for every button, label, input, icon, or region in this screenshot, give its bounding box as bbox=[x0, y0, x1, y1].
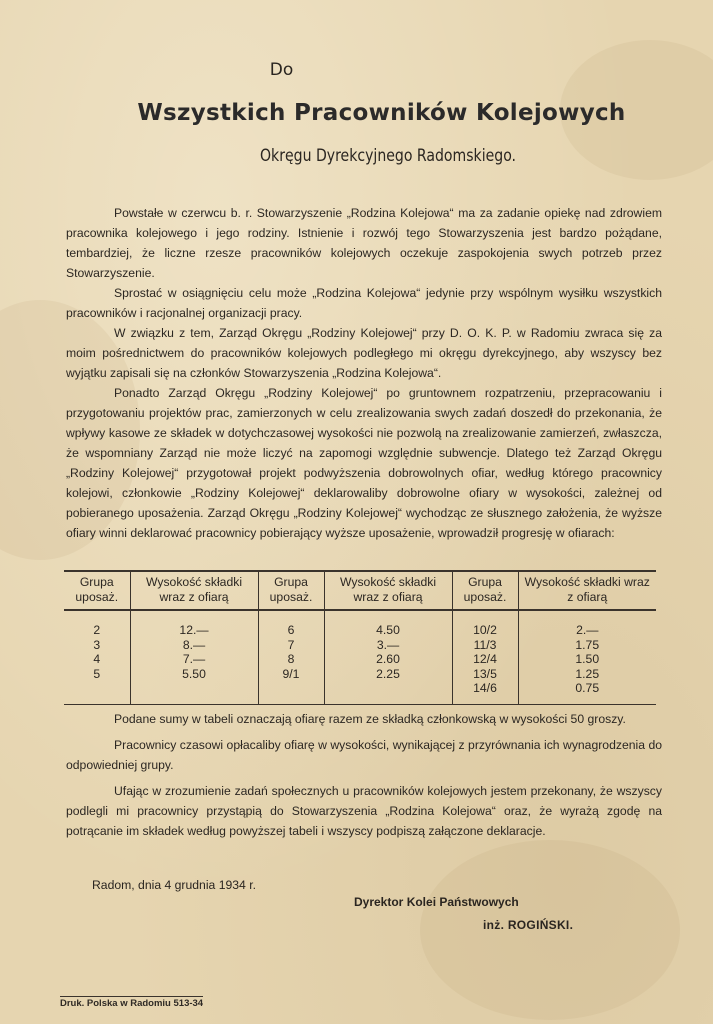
table-cell: 5 bbox=[64, 667, 130, 682]
table-cell: 5.50 bbox=[130, 667, 258, 682]
table-cell: 2.— bbox=[576, 623, 599, 637]
paragraph: Podane sumy w tabeli oznaczają ofiarę razem ze składką członkowską w wysokości 50 groszy. bbox=[114, 712, 626, 726]
paragraph: Powstałe w czerwcu b. r. Stowarzyszenie „Rodzina Kolejowa“ ma za zadanie opiekę nad zdrowiem pracownika kolejowego i jego rodziny. Istnienie i rozwój tego Stowarzyszenia jest bardzo pożądane, tembardziej, że liczne rzesze pracowników kolejowych oczekuje zaspokojenia swych potrzeb przez Stowarzyszenie. bbox=[66, 206, 662, 280]
column-header: Wysokość składki wraz z ofiarą bbox=[518, 571, 656, 610]
table-row bbox=[64, 681, 656, 704]
table-row bbox=[64, 638, 656, 653]
paragraph: Ufając w zrozumienie zadań społecznych u pracowników kolejowych jestem przekonany, że wszyscy podlegli mi pracownicy przystąpią do Stowarzyszenia „Rodzina Kolejowa“ oraz, że wyrażą zgodę na potrącanie im składek według powyższej tabeli i wszyscy podpiszą załączone deklaracje. bbox=[66, 784, 662, 838]
letter-body bbox=[66, 203, 662, 543]
table-cell: 8 bbox=[258, 652, 324, 667]
signer-name: inż. ROGIŃSKI. bbox=[483, 918, 574, 932]
table-cell: 1.25 bbox=[575, 666, 600, 681]
column-header: Grupa uposaż. bbox=[452, 571, 518, 610]
table-cell: 14/6 bbox=[452, 681, 518, 704]
table-row bbox=[64, 667, 656, 682]
table-cell: 2 bbox=[64, 610, 130, 638]
paragraph: Sprostać w osiągnięciu celu może „Rodzina Kolejowa“ jedynie przy wspólnym wysiłku wszystkich pracowników i racjonalnej organizacji pracy. bbox=[66, 286, 662, 320]
table-cell: 6 bbox=[258, 610, 324, 638]
table-cell: 12/4 bbox=[452, 652, 518, 667]
paragraph: Ponadto Zarząd Okręgu „Rodziny Kolejowej“ po gruntownem rozpatrzeniu, przepracowaniu i przygotowaniu projektów prac, zamierzonych w celu zrealizowania swych zadań doszedł do przekonania, że wpływy kasowe ze składek w dotychczasowej wysokości nie pozwolą na zrealizowanie zamierzeń, zwłaszcza, że wspomniany Zarząd nie może liczyć na zapomogi względnie subwencje. Dlatego też Zarząd Okręgu „Rodziny Kolejowej“ przygotował projekt podwyższenia dobrowolnych ofiar, według którego pracownicy kolejowi, członkowie „Rodziny Kolejowej“ deklarowaliby dobrowolne ofiary w wysokości, zależnej od pobieranego uposażenia. Zarząd Okręgu „Rodziny Kolejowej“ wychodząc ze słusznego założenia, że wyższe ofiary winni deklarować pracownicy pobierający wyższe uposażenie, wprowadził progresję w ofiarach: bbox=[66, 386, 662, 540]
table-cell: 8.— bbox=[130, 638, 258, 653]
document-subtitle: Okręgu Dyrekcyjnego Radomskiego. bbox=[259, 146, 517, 166]
column-header: Wysokość składki wraz z ofiarą bbox=[130, 571, 258, 610]
table-cell: 3 bbox=[64, 638, 130, 653]
column-header: Grupa uposaż. bbox=[64, 571, 130, 610]
signer-title: Dyrektor Kolei Państwowych bbox=[354, 895, 519, 909]
column-header: Wysokość składki wraz z ofiarą bbox=[324, 571, 452, 610]
table-cell bbox=[64, 681, 130, 704]
table-cell: 10/2 bbox=[452, 610, 518, 638]
table-cell bbox=[258, 681, 324, 704]
table-cell: 1.50 bbox=[575, 652, 600, 666]
table-cell: 9/1 bbox=[258, 667, 324, 682]
column-header: Grupa uposaż. bbox=[258, 571, 324, 610]
table-cell: 3.— bbox=[324, 638, 452, 653]
table-cell: 4 bbox=[64, 652, 130, 667]
paragraph: Pracownicy czasowi opłacaliby ofiarę w wysokości, wynikającej z przyrównania ich wynagrodzenia do odpowiedniej grupy. bbox=[66, 738, 662, 772]
table-row bbox=[64, 610, 656, 638]
table-row bbox=[64, 652, 656, 667]
place-date: Radom, dnia 4 grudnia 1934 r. bbox=[92, 878, 256, 892]
printer-imprint: Druk. Polska w Radomiu 513-34 bbox=[60, 998, 204, 1009]
table-cell: 7 bbox=[258, 638, 324, 653]
table-cell bbox=[130, 681, 258, 704]
contribution-table bbox=[64, 570, 656, 705]
table-header-row bbox=[64, 571, 656, 610]
table-cell: 4.50 bbox=[324, 610, 452, 638]
table-cell: 1.75 bbox=[575, 637, 600, 652]
paragraph: W związku z tem, Zarząd Okręgu „Rodziny Kolejowej“ przy D. O. K. P. w Radomiu zwraca się za moim pośrednictwem do pracowników kolejowych podległego mi okręgu dyrekcyjnego, aby wszyscy bez wyjątku zapisali się na członków Stowarzyszenia „Rodzina Kolejowa“. bbox=[66, 326, 662, 380]
table-cell: 13/5 bbox=[452, 667, 518, 682]
salutation: Do bbox=[269, 60, 294, 80]
table-cell: 0.75 bbox=[518, 681, 656, 704]
table-cell: 7.— bbox=[130, 652, 258, 667]
table-cell bbox=[324, 681, 452, 704]
letter-closing bbox=[66, 709, 662, 847]
table-cell: 11/3 bbox=[452, 638, 518, 653]
table-cell: 12.— bbox=[130, 610, 258, 638]
table-cell: 2.25 bbox=[324, 667, 452, 682]
document-title: Wszystkich Pracowników Kolejowych bbox=[137, 100, 626, 126]
table-cell: 2.60 bbox=[324, 652, 452, 667]
